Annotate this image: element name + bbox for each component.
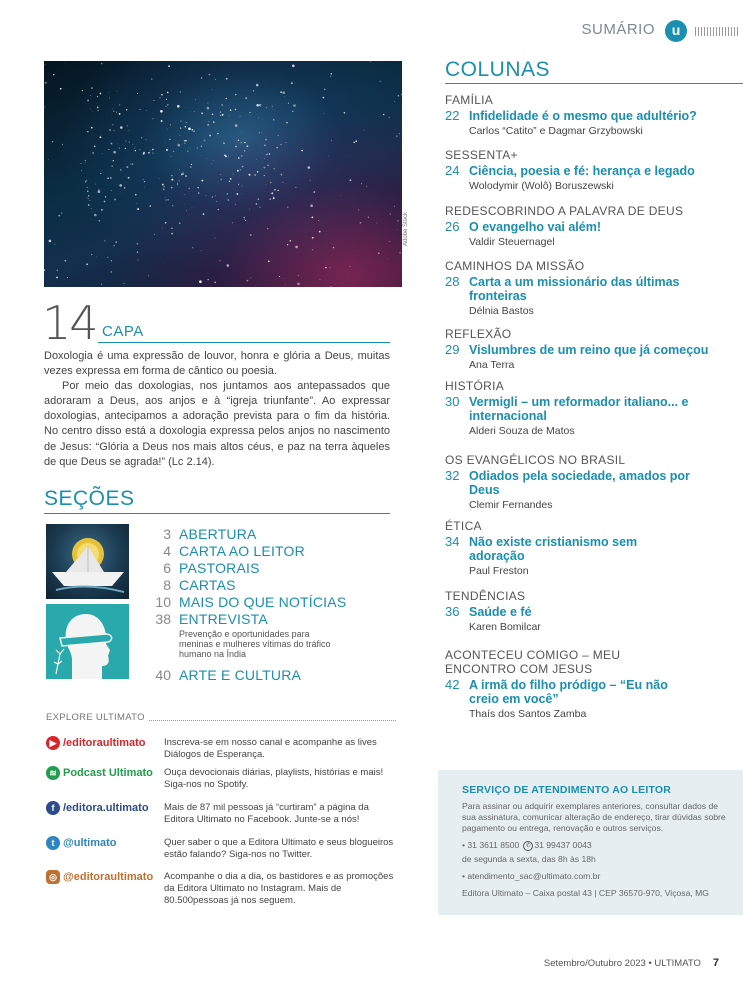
instagram-link[interactable] — [46, 870, 153, 884]
page-number: 4 — [163, 543, 171, 559]
page-number: 32 — [445, 468, 460, 483]
divider — [98, 342, 390, 343]
service-phones — [462, 840, 731, 851]
social-handle[interactable]: @editoraultimato — [63, 871, 154, 883]
column-entry[interactable] — [445, 648, 735, 721]
article-author: Thaís dos Santos Zamba — [469, 708, 587, 720]
page-header — [523, 20, 743, 42]
page-number: 42 — [445, 677, 460, 692]
article-title[interactable]: Ciência, poesia e fé: herança e legado — [469, 164, 695, 178]
column-entry[interactable] — [445, 519, 735, 578]
starfield-illustration — [44, 61, 402, 287]
list-item[interactable] — [140, 594, 390, 611]
page-number: 10 — [155, 594, 171, 610]
article-author: Wolodymir (Wolô) Boruszewski — [469, 180, 614, 192]
article-title[interactable]: Saúde e fé — [469, 605, 532, 619]
hand-over-face-illustration — [46, 604, 129, 679]
capa-title[interactable]: CAPA — [102, 323, 144, 340]
column-category: TENDÊNCIAS — [445, 589, 526, 603]
capa-description — [44, 349, 390, 470]
page-number: 26 — [445, 219, 460, 234]
section-link[interactable]: CARTAS — [179, 577, 236, 593]
youtube-link[interactable] — [46, 736, 146, 750]
colunas-heading: COLUNAS — [445, 58, 551, 81]
article-title[interactable]: A irmã do filho pródigo – “Eu não creio em você” — [469, 678, 668, 706]
divider — [44, 513, 390, 514]
social-handle[interactable]: /editora.ultimato — [63, 802, 149, 814]
column-entry[interactable] — [445, 93, 735, 138]
page-number: 34 — [445, 534, 460, 549]
whatsapp-number[interactable]: 31 99437 0043 — [534, 840, 592, 850]
column-category: REDESCOBRINDO A PALAVRA DE DEUS — [445, 204, 684, 218]
page-number: 36 — [445, 604, 460, 619]
article-title[interactable]: O evangelho vai além! — [469, 220, 601, 234]
article-title[interactable]: Carta a um missionário das últimas fronteiras — [469, 275, 680, 303]
social-description: Inscreva-se em nosso canal e acompanhe as lives Diálogos de Esperança. — [164, 737, 377, 760]
column-category: OS EVANGÉLICOS NO BRASIL — [445, 453, 626, 467]
secoes-list — [140, 526, 390, 684]
page-number: 38 — [155, 611, 171, 627]
spotify-icon: ≋ — [46, 766, 60, 780]
page-number: 7 — [712, 957, 719, 969]
list-item[interactable] — [140, 526, 390, 543]
section-link[interactable]: MAIS DO QUE NOTÍCIAS — [179, 594, 347, 610]
secoes-heading: SEÇÕES — [44, 487, 135, 510]
column-entry[interactable] — [445, 259, 735, 318]
ultimato-logo-icon: u — [665, 20, 687, 42]
column-category: SESSENTA+ — [445, 148, 518, 162]
service-email[interactable]: • atendimento_sac@ultimato.com.br — [462, 871, 601, 881]
page-number: 6 — [163, 560, 171, 576]
page-number: 3 — [163, 526, 171, 542]
column-entry[interactable] — [445, 204, 735, 249]
divider — [445, 83, 743, 84]
column-category: ÉTICA — [445, 519, 482, 533]
column-category: ACONTECEU COMIGO – MEU ENCONTRO COM JESUS — [445, 648, 621, 676]
column-entry[interactable] — [445, 589, 735, 634]
section-subtitle: Prevenção e oportunidades para meninas e mulheres vítimas do tráfico humano na Índia — [179, 629, 331, 659]
social-description: Acompanhe o dia a dia, os bastidores e as promoções da Editora Ultimato no Instagram. Mais de 80.500pessoas já nos seguem. — [164, 871, 394, 906]
twitter-link[interactable] — [46, 836, 117, 850]
column-entry[interactable] — [445, 379, 735, 438]
page-number: 24 — [445, 163, 460, 178]
page-footer — [544, 957, 719, 969]
social-description: Quer saber o que a Editora Ultimato e seus blogueiros estão falando? Siga-nos no Twitter. — [164, 837, 394, 860]
page-number: 29 — [445, 342, 460, 357]
face-silhouette-icon — [46, 604, 129, 679]
twitter-icon: t — [46, 836, 60, 850]
article-author: Carlos “Catito” e Dagmar Grzybowski — [469, 125, 643, 137]
social-handle[interactable]: Podcast Ultimato — [63, 767, 153, 779]
whatsapp-icon: ✆ — [523, 841, 533, 851]
article-title[interactable]: Não existe cristianismo sem adoração — [469, 535, 638, 563]
article-author: Valdir Steuernagel — [469, 236, 555, 248]
youtube-icon: ▶ — [46, 736, 60, 750]
facebook-link[interactable] — [46, 801, 149, 815]
page-number: 40 — [155, 667, 171, 683]
article-author: Alderi Souza de Matos — [469, 425, 575, 437]
capa-page-number: 14 — [42, 296, 97, 350]
page-number: 28 — [445, 274, 460, 289]
instagram-icon: ◎ — [46, 870, 60, 884]
capa-paragraph: Por meio das doxologias, nos juntamos aos antepassados que adoraram a Deus, aos anjos e à “igreja triunfante”. Ao expressar doxologias, antecipamos a adoração prevista para o fim da história. No centro disso está a doxologia expressa pelos anjos no nascimento de Jesus: “Glória a Deus nos mais altos céus, e paz na terra àqueles de que Deus se agrada!” (Lc 2.14). — [44, 380, 390, 468]
list-item[interactable] — [140, 611, 390, 628]
social-description: Mais de 87 mil pessoas já “curtiram” a página da Editora Ultimato no Facebook. Junte-se a nós! — [164, 802, 369, 825]
column-category: HISTÓRIA — [445, 379, 505, 393]
column-entry[interactable] — [445, 327, 735, 372]
section-link[interactable]: ENTREVISTA — [179, 611, 268, 627]
column-entry[interactable] — [445, 453, 735, 512]
article-title[interactable]: Odiados pela sociedade, amados por Deus — [469, 469, 690, 497]
article-author: Paul Freston — [469, 565, 529, 577]
service-description: Para assinar ou adquirir exemplares anteriores, consultar dados de sua assinatura, comunicar alteração de endereço, tirar dúvidas sobre pagamento ou entrega, renovação e outros serviços. — [462, 801, 726, 833]
section-link[interactable]: PASTORAIS — [179, 560, 260, 576]
column-category: FAMÍLIA — [445, 93, 494, 107]
section-link[interactable]: CARTA AO LEITOR — [179, 543, 305, 559]
facebook-icon: f — [46, 801, 60, 815]
phone-number[interactable]: • 31 3611 8500 — [462, 840, 520, 850]
list-item[interactable] — [140, 577, 390, 594]
column-category: REFLEXÃO — [445, 327, 512, 341]
paper-boat-illustration — [46, 524, 129, 599]
explore-heading — [46, 712, 396, 723]
edition-label: Setembro/Outubro 2023 • ULTIMATO — [543, 958, 701, 969]
explore-title: EXPLORE ULTIMATO — [46, 712, 145, 723]
list-item[interactable] — [140, 543, 390, 560]
page-number: 8 — [163, 577, 171, 593]
article-title[interactable]: Vislumbres de um reino que já começou — [469, 343, 709, 357]
spotify-link[interactable] — [46, 766, 153, 780]
list-item[interactable] — [140, 560, 390, 577]
image-credit: Adobe Stock — [403, 211, 409, 246]
article-author: Délnia Bastos — [469, 305, 534, 317]
article-author: Clemir Fernandes — [469, 499, 553, 511]
social-handle[interactable]: @ultimato — [63, 837, 117, 849]
column-category: CAMINHOS DA MISSÃO — [445, 259, 585, 273]
service-address: Editora Ultimato – Caixa postal 43 | CEP 36570-970, Viçosa, MG — [462, 888, 709, 898]
article-author: Ana Terra — [469, 359, 515, 371]
page-number: 22 — [445, 108, 460, 123]
service-title: SERVIÇO DE ATENDIMENTO AO LEITOR — [462, 784, 672, 796]
section-label: SUMÁRIO — [581, 21, 655, 38]
capa-paragraph: Doxologia é uma expressão de louvor, honra e glória a Deus, muitas vezes expressa em forma de cântico ou poesia. — [44, 350, 390, 378]
dotted-divider — [149, 715, 396, 721]
page-number: 30 — [445, 394, 460, 409]
section-link[interactable]: ARTE E CULTURA — [179, 667, 302, 683]
paper-boat-icon — [46, 524, 129, 599]
article-author: Karen Bomilcar — [469, 621, 541, 633]
social-handle[interactable]: /editoraultimato — [63, 737, 146, 749]
cover-image — [44, 61, 402, 287]
reader-service-box — [438, 770, 743, 915]
article-title[interactable]: Vermigli – um reformador italiano... e internacional — [469, 395, 689, 423]
service-hours: de segunda a sexta, das 8h às 18h — [462, 854, 596, 864]
list-item[interactable] — [140, 667, 390, 684]
section-link[interactable]: ABERTURA — [179, 526, 257, 542]
social-description: Ouça devocionais diárias, playlists, histórias e mais! Siga-nos no Spotify. — [164, 767, 384, 790]
decorative-bars — [695, 27, 739, 36]
column-entry[interactable] — [445, 148, 735, 193]
article-title[interactable]: Infidelidade é o mesmo que adultério? — [469, 109, 697, 123]
